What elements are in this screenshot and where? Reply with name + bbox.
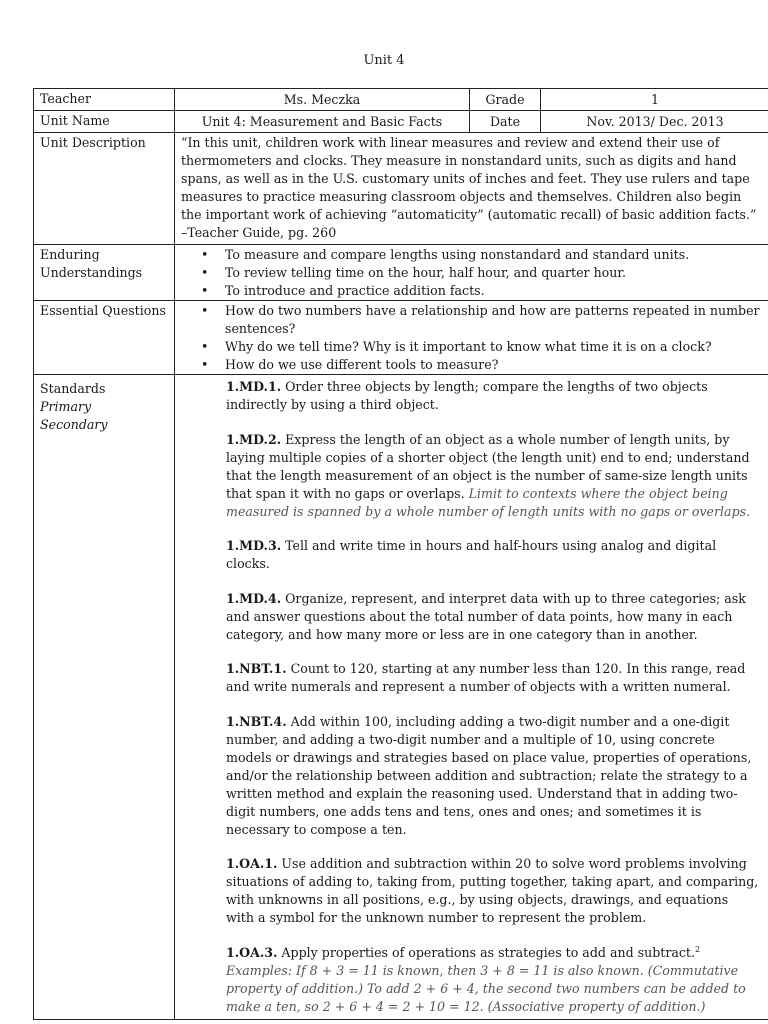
list-item: • How do two numbers have a relationship and how are patterns repeated in number sentences? xyxy=(175,302,765,338)
standard-item: 1.MD.4. Organize, represent, and interpret data with up to three categories; ask and answer questions about the total number of data points, how many in each category, and how many more or less are in one category than in another. xyxy=(226,590,746,642)
grade-value: 1 xyxy=(541,89,768,111)
standard-item: 1.NBT.4. Add within 100, including adding a two-digit number and a one-digit number, and adding a two-digit number and a multiple of 10, using concrete models or drawings and strategies based on place value, properties of operations, and/or the relationship between addition and subtraction; relate the strategy to a written method and explain the reasoning used. Understand that in adding two-digit numbers, one adds tens and tens, ones and ones; and sometimes it is necessary to compose a ten. xyxy=(226,713,752,837)
standard-item: 1.MD.2. Express the length of an object as a whole number of length units, by laying multiple copies of a shorter object (the length unit) end to end; understand that the length measurement of an object is the number of same-size length units that span it with no gaps or overlaps. Limit to contexts where the object being measured is spanned by a whole number of length units with no gaps or overlaps. xyxy=(226,431,751,519)
list-item: • Why do we tell time? Why is it important to know what time it is on a clock? xyxy=(175,338,765,356)
enduring-row xyxy=(34,245,768,301)
unit-name-value: Unit 4: Measurement and Basic Facts xyxy=(175,111,470,133)
standard-item: 1.MD.3. Tell and write time in hours and half-hours using analog and digital clocks. xyxy=(226,538,717,571)
enduring-list xyxy=(175,246,768,300)
standard-item: 1.MD.1. Order three objects by length; compare the lengths of two objects indirectly by using a third object. xyxy=(226,379,708,412)
unit-name-label: Unit Name xyxy=(34,111,175,133)
list-item: • To measure and compare lengths using nonstandard and standard units. xyxy=(175,246,765,264)
teacher-value: Ms. Meczka xyxy=(175,89,470,111)
grade-label: Grade xyxy=(470,89,541,111)
unit-plan-table xyxy=(33,88,768,1020)
standards-row xyxy=(34,375,768,1020)
list-item: • To review telling time on the hour, half hour, and quarter hour. xyxy=(175,264,765,282)
primary-label: Primary xyxy=(40,399,92,414)
unit-description-row xyxy=(34,133,768,245)
secondary-label: Secondary xyxy=(40,417,108,432)
standards-list xyxy=(175,375,768,1020)
date-label: Date xyxy=(470,111,541,133)
essential-list xyxy=(175,302,768,374)
teacher-label: Teacher xyxy=(34,89,175,111)
date-value: Nov. 2013/ Dec. 2013 xyxy=(541,111,768,133)
unit-name-row xyxy=(34,111,768,133)
enduring-label: Enduring Understandings xyxy=(34,245,175,301)
list-item: • How do we use different tools to measure? xyxy=(175,356,765,374)
standard-item: 1.NBT.1. Count to 120, starting at any number less than 120. In this range, read and write numerals and represent a number of objects with a written numeral. xyxy=(226,661,746,694)
standards-label: Standards xyxy=(40,381,106,396)
teacher-row xyxy=(34,89,768,111)
standard-item: 1.OA.3. Apply properties of operations as strategies to add and subtract.$^2$ Examples: If 8 + 3 = 11 is known, then 3 + 8 = 11 is also known. (Commutative property of addition.) To add 2 + 6 + 4, the second two numbers can be added to make a ten, so 2 + 6 + 4 = 2 + 10 = 12. (Associative property of addition.) xyxy=(226,944,746,1014)
footnote-marker: 2 xyxy=(694,944,701,954)
unit-description-label: Unit Description xyxy=(34,133,175,245)
list-item: • To introduce and practice addition facts. xyxy=(175,282,765,300)
essential-label: Essential Questions xyxy=(34,301,175,375)
page-title: Unit 4 xyxy=(363,53,405,68)
essential-row xyxy=(34,301,768,375)
standard-item: 1.OA.1. Use addition and subtraction within 20 to solve word problems involving situations of adding to, taking from, putting together, taking apart, and comparing, with unknowns in all positions, e.g., by using objects, drawings, and equations with a symbol for the unknown number to represent the problem. xyxy=(226,856,759,925)
unit-description-text: “In this unit, children work with linear measures and review and extend their use of thermometers and clocks. They measure in nonstandard units, such as digits and hand spans, as well as in the U.S. customary units of inches and feet. They use rulers and tape measures to practice measuring classroom objects and themselves. Children also begin the important work of achieving “automaticity” (automatic recall) of basic addition facts.” –Teacher Guide, pg. 260 xyxy=(175,133,768,245)
